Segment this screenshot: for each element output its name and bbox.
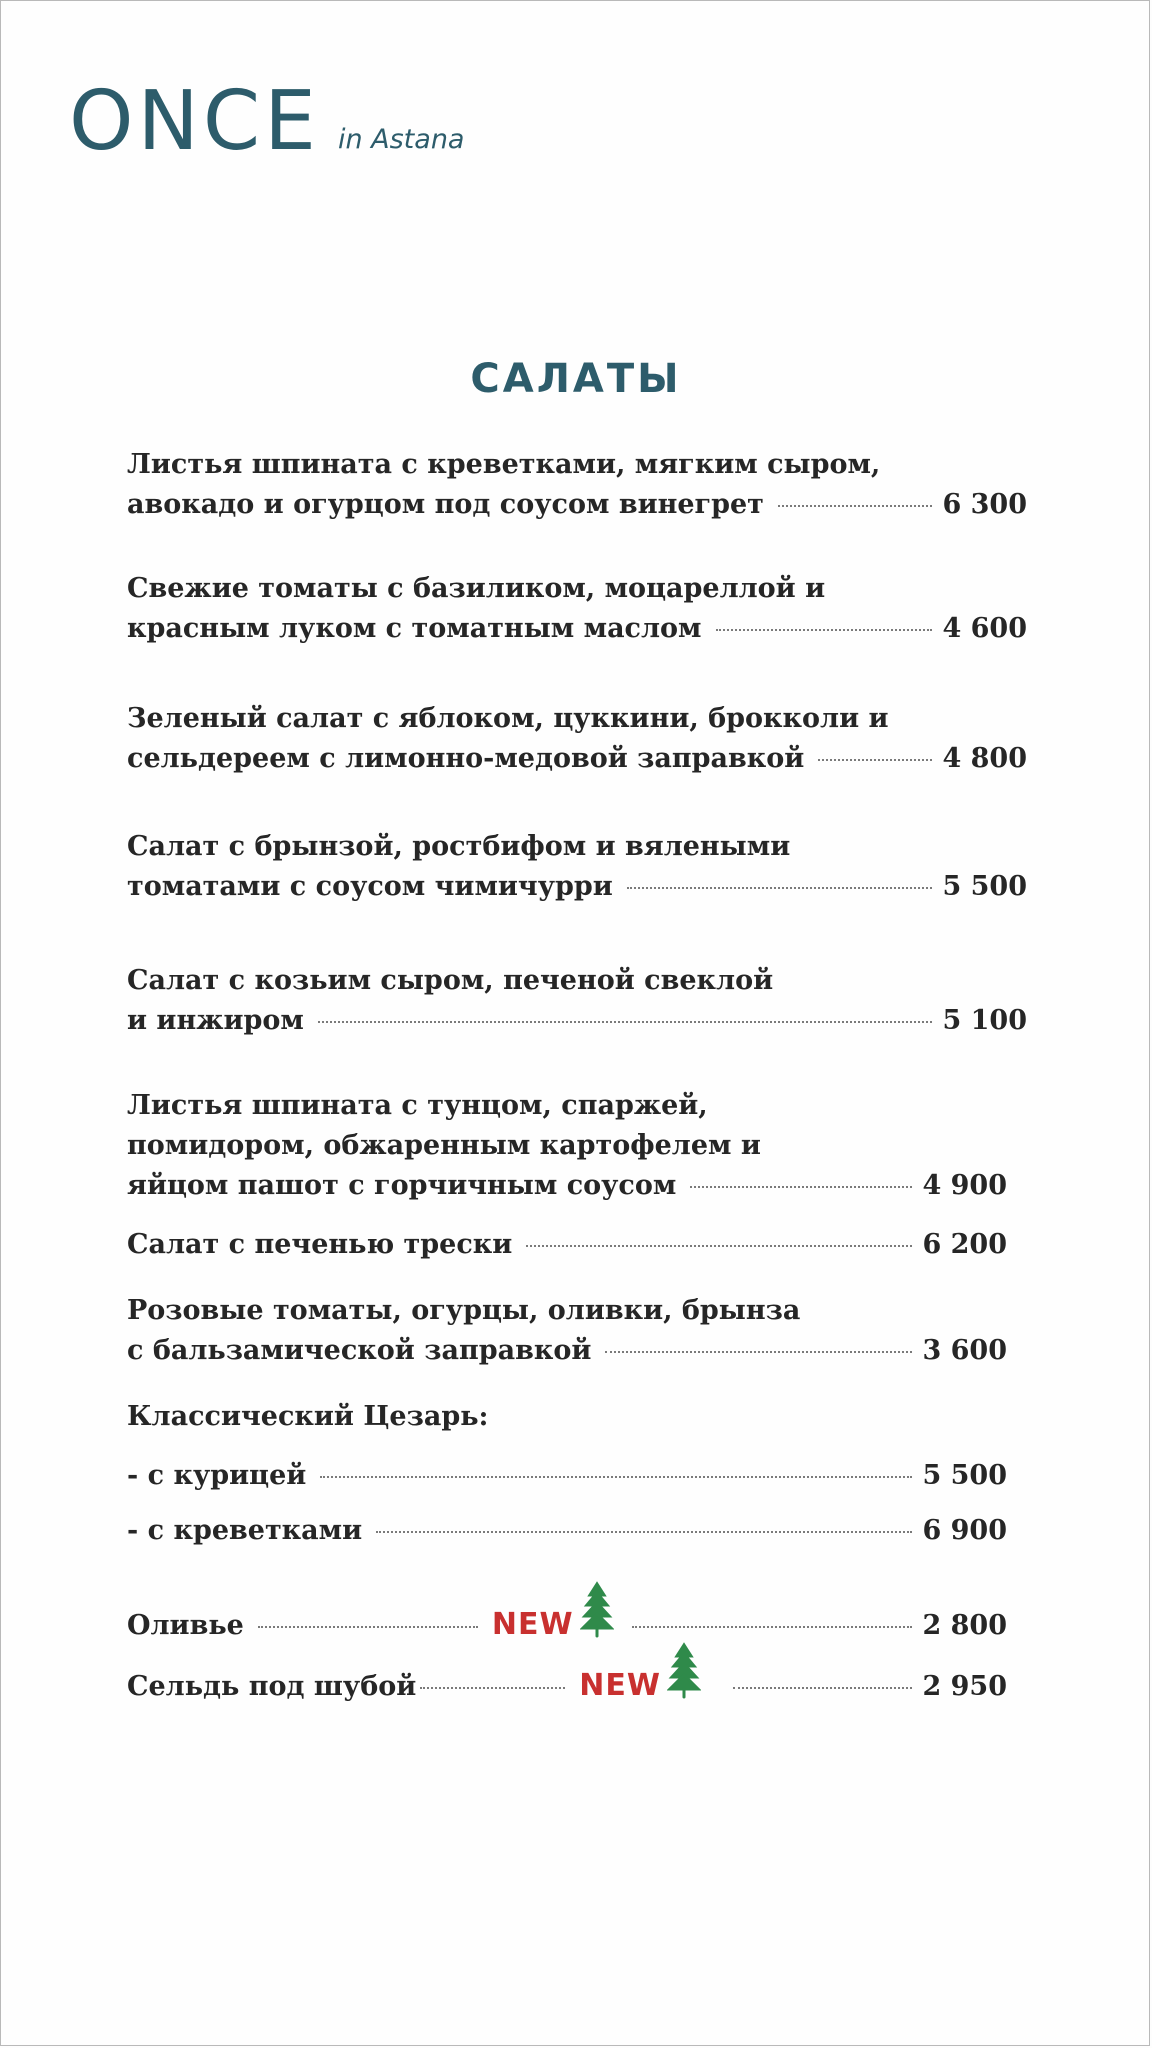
menu-item [127,569,1027,649]
item-name-line: и инжиром [127,1005,304,1036]
menu-item [127,1086,1007,1206]
item-name-line: - с курицей [127,1460,307,1491]
leader-dots [733,1687,912,1689]
new-badge-label: NEW [579,1668,661,1703]
section-title: САЛАТЫ [470,356,682,402]
leader-dots [778,505,933,507]
item-name-line: Оливье [127,1610,244,1641]
item-name-line: Свежие томаты с базиликом, моцареллой и [127,573,826,604]
new-badge [492,1575,614,1645]
leader-dots [818,759,932,761]
item-name-line: сельдереем с лимонно-медовой заправкой [127,743,805,774]
leader-dots [376,1531,912,1533]
item-name-line: красным луком с томатным маслом [127,613,702,644]
leader-dots [716,629,933,631]
item-price: 2 950 [922,1671,1007,1702]
item-price: 6 900 [922,1515,1007,1546]
new-badge [579,1636,701,1706]
item-price: 4 800 [942,743,1027,774]
item-price: 2 800 [922,1610,1007,1641]
item-price: 3 600 [922,1335,1007,1366]
leader-dots [320,1476,912,1478]
christmas-tree-icon [667,1642,701,1712]
item-name-line: томатами с соусом чимичурри [127,871,613,902]
menu-item [127,699,1027,779]
restaurant-logo [69,73,465,169]
item-name-line: Салат с брынзой, ростбифом и вялеными [127,831,791,862]
item-price: 5 100 [942,1005,1027,1036]
item-price: 6 200 [922,1229,1007,1260]
menu-item-group-heading [127,1397,1007,1437]
menu-item [127,961,1027,1041]
logo-wordmark: ONCE [69,74,320,169]
leader-dots [627,887,933,889]
new-badge-label: NEW [491,1607,574,1642]
item-name-line: Классический Цезарь: [127,1401,489,1432]
item-price: 4 900 [922,1170,1007,1201]
item-name-line: яйцом пашот с горчичным соусом [127,1170,677,1201]
leader-dots [318,1021,933,1023]
menu-item [127,827,1027,907]
item-name-line: Салат с печенью трески [127,1229,513,1260]
item-name-line: Зеленый салат с яблоком, цуккини, брокколи и [127,703,889,734]
item-price: 6 300 [942,489,1027,520]
leader-dots [258,1626,478,1628]
item-name-line: Салат с козьим сыром, печеной свеклой [127,965,774,996]
menu-item [127,1291,1007,1371]
leader-dots [632,1626,913,1628]
item-name-line: Сельдь под шубой [127,1671,417,1702]
menu-item [127,1511,1007,1551]
leader-dots [690,1186,912,1188]
item-name-line: Листья шпината с тунцом, спаржей, [127,1090,708,1121]
item-name-line: с бальзамической заправкой [127,1335,592,1366]
item-price: 5 500 [942,871,1027,902]
item-name-line: Розовые томаты, огурцы, оливки, брынза [127,1295,801,1326]
item-name-line: авокадо и огурцом под соусом винегрет [127,489,764,520]
item-price: 5 500 [922,1460,1007,1491]
menu-item [127,1225,1007,1265]
logo-location: in Astana [337,124,465,155]
menu-item [127,445,1027,525]
leader-dots [420,1687,565,1689]
menu-item [127,1456,1007,1496]
leader-dots [526,1245,912,1247]
item-name-line: Листья шпината с креветками, мягким сыром, [127,449,881,480]
leader-dots [605,1351,912,1353]
menu-item [127,1636,1007,1707]
item-name-line: помидором, обжаренным картофелем и [127,1130,761,1161]
item-name-line: - с креветками [127,1515,363,1546]
item-price: 4 600 [942,613,1027,644]
